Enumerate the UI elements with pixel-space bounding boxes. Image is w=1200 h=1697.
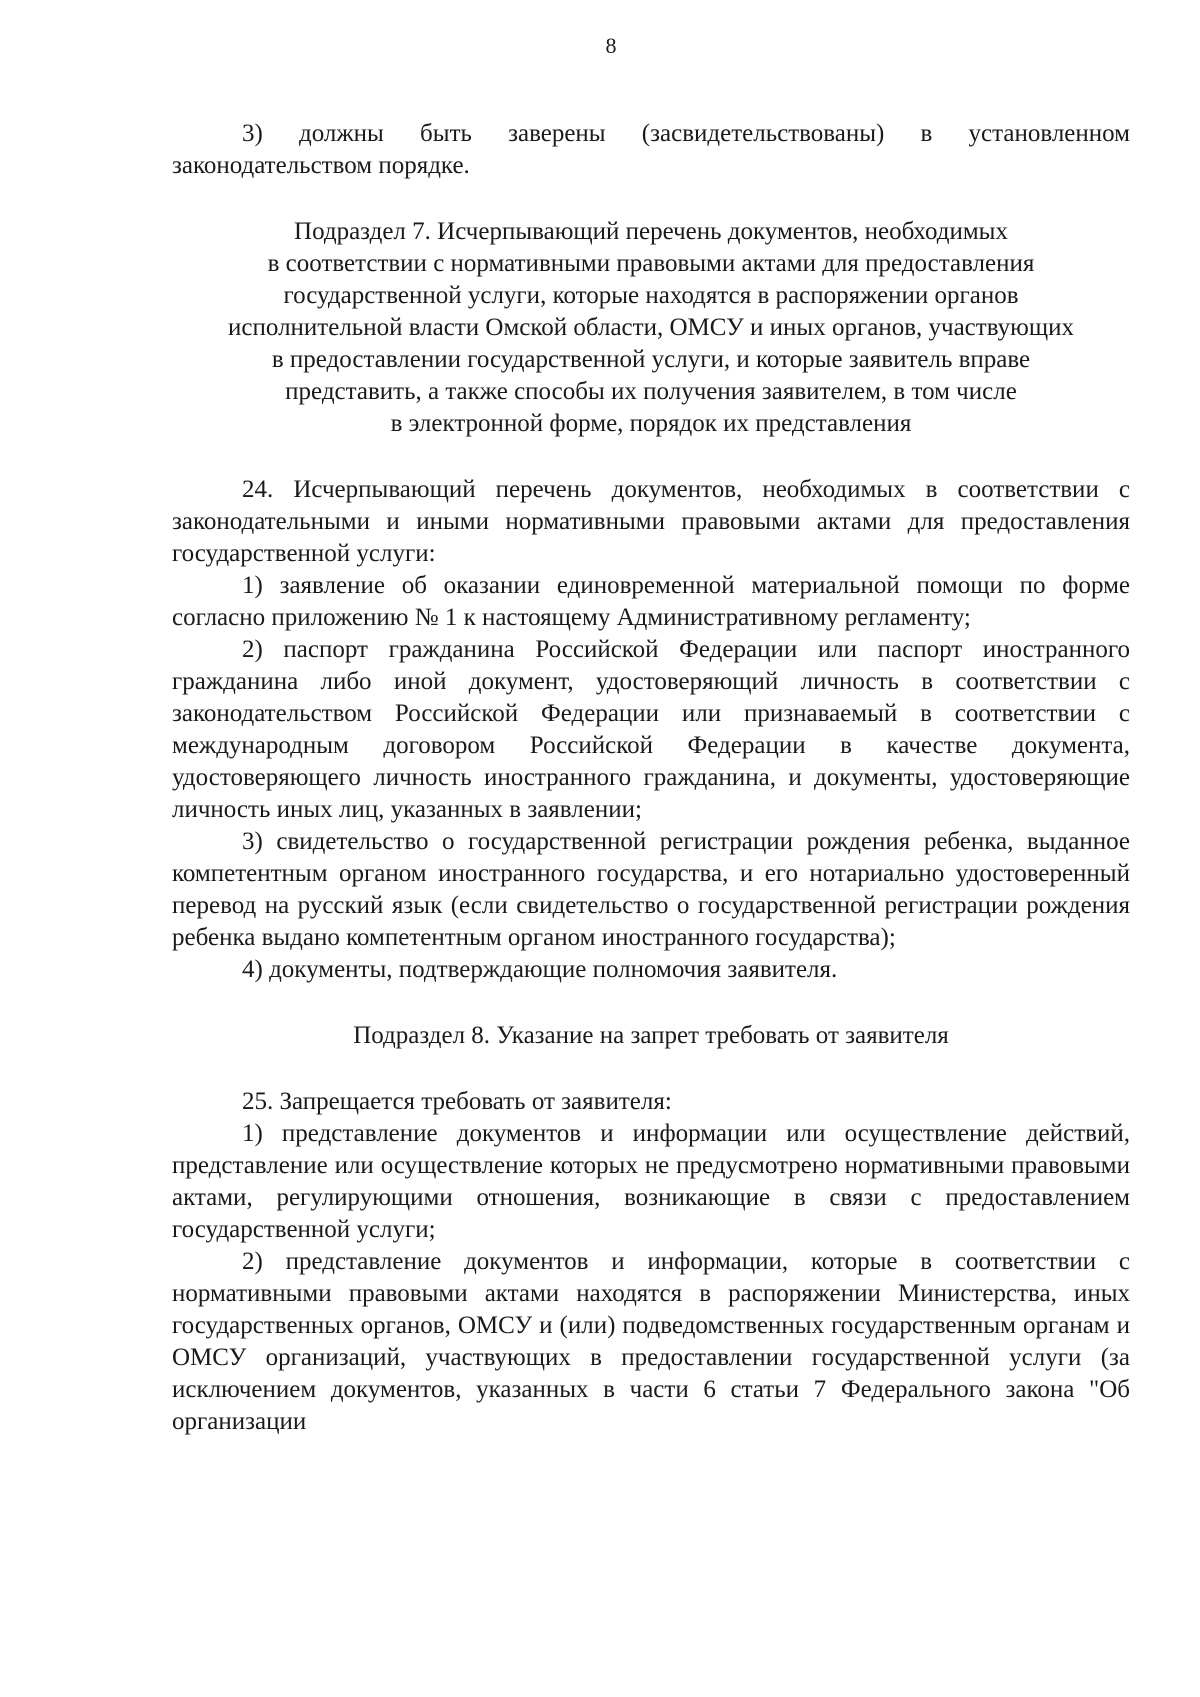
clause-24-item-2: 2) паспорт гражданина Российской Федерации или паспорт иностранного гражданина либо иной документ, удостоверяющий личность в соответствии с законодательством Российской Федерации или признаваемый в соответствии с международным договором Российской Федерации в качестве документа, удостоверяющего личность иностранного гражданина, и документы, удостоверяющие личность иных лиц, указанных в заявлении; <box>172 636 1130 823</box>
clause-25-item-2: 2) представление документов и информации, которые в соответствии с нормативными правовыми актами находятся в распоряжении Министерства, иных государственных органов, ОМСУ и (или) подведомственных государственным органам и ОМСУ организаций, участвующих в предоставлении государственной услуги (за исключением документов, указанных в части 6 статьи 7 Федерального закона "Об организации <box>172 1248 1130 1435</box>
subsection-8-heading: Подраздел 8. Указание на запрет требовать от заявителя <box>353 1022 949 1049</box>
heading-line: в электронной форме, порядок их представления <box>390 410 912 437</box>
subsection-7-heading <box>192 216 1110 440</box>
clause-24-item-1: 1) заявление об оказании единовременной материальной помощи по форме согласно приложению № 1 к настоящему Административному регламенту; <box>172 572 1130 631</box>
heading-line: в соответствии с нормативными правовыми актами для предоставления <box>267 250 1035 277</box>
clause-24-item-3: 3) свидетельство о государственной регистрации рождения ребенка, выданное компетентным органом иностранного государства, и его нотариально удостоверенный перевод на русский язык (если свидетельство о государственной регистрации рождения ребенка выдано компетентным органом иностранного государства); <box>172 828 1130 951</box>
clause-25-item-1: 1) представление документов и информации или осуществление действий, представление или осуществление которых не предусмотрено нормативными правовыми актами, регулирующими отношения, возникающие в связи с предоставлением государственной услуги; <box>172 1120 1130 1243</box>
heading-line: исполнительной власти Омской области, ОМСУ и иных органов, участвующих <box>228 314 1074 341</box>
clause-24-item-4: 4) документы, подтверждающие полномочия заявителя. <box>242 956 838 983</box>
heading-line: представить, а также способы их получения заявителем, в том числе <box>285 378 1017 405</box>
page-number: 8 <box>605 33 617 58</box>
intro-item-3: 3) должны быть заверены (засвидетельствованы) в установленном законодательством порядке. <box>172 120 1130 179</box>
clause-24-lead: 24. Исчерпывающий перечень документов, необходимых в соответствии с законодательными и иными нормативными правовыми актами для предоставления государственной услуги: <box>172 476 1130 567</box>
heading-line: государственной услуги, которые находятся в распоряжении органов <box>283 282 1019 309</box>
heading-line: в предоставлении государственной услуги, и которые заявитель вправе <box>271 346 1031 373</box>
heading-line: Подраздел 7. Исчерпывающий перечень документов, необходимых <box>294 218 1008 245</box>
clause-25-lead: 25. Запрещается требовать от заявителя: <box>242 1088 672 1115</box>
